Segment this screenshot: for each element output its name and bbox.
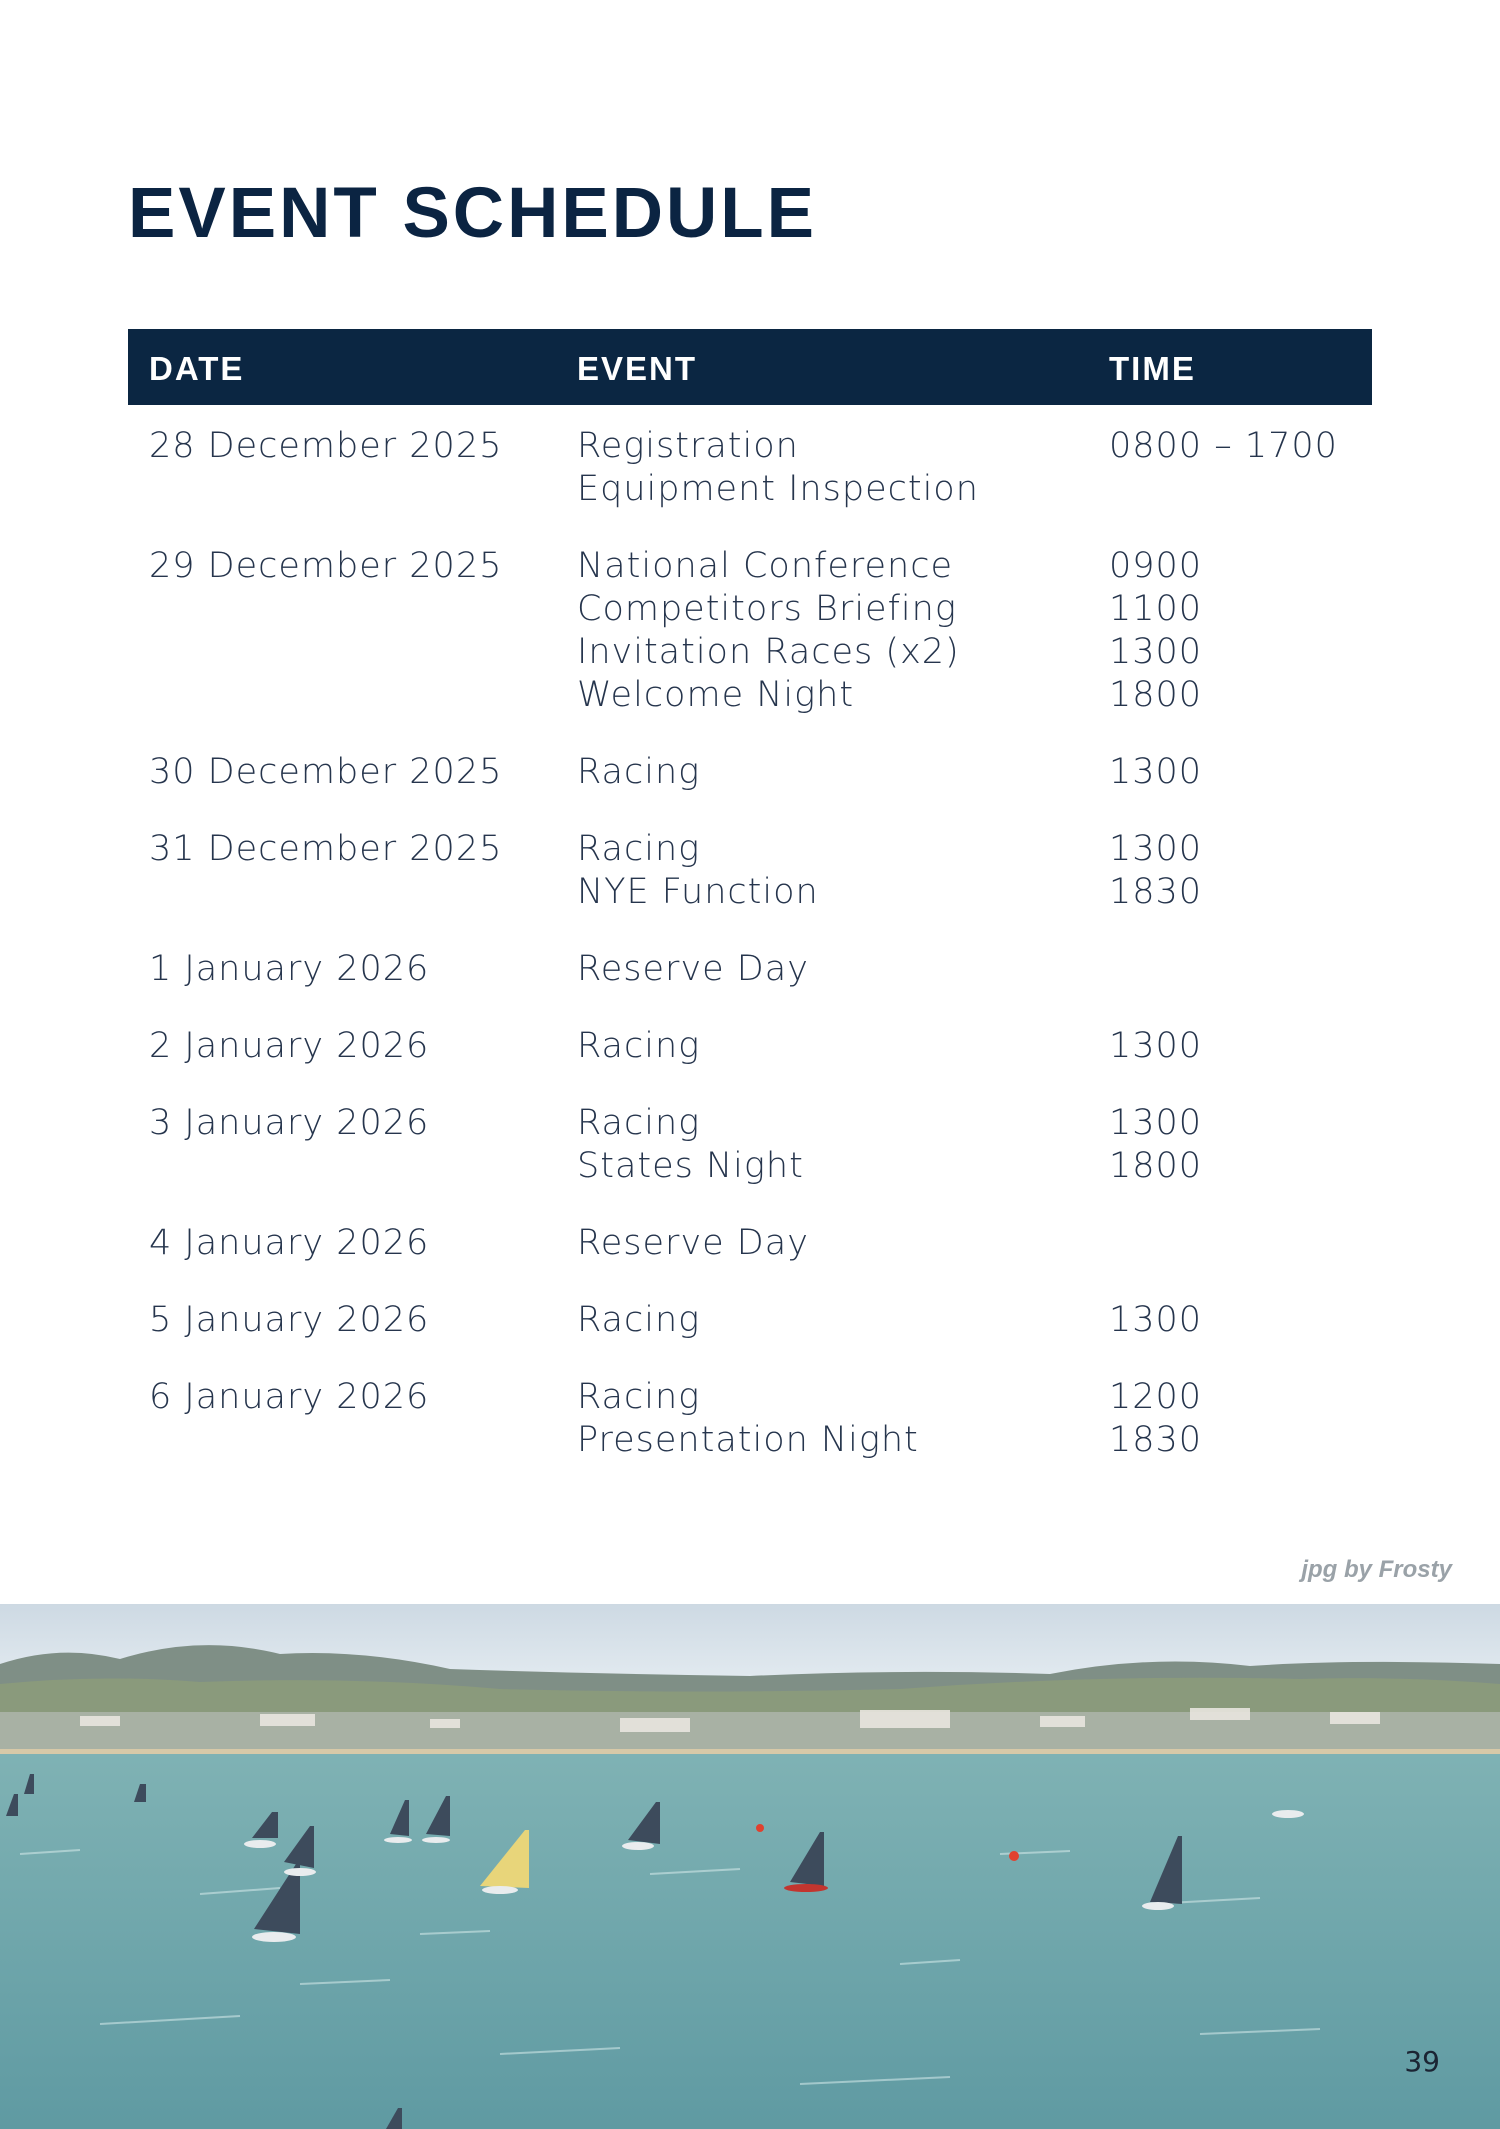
row-date (149, 948, 429, 991)
row-events (577, 1025, 700, 1068)
time-text: 1200 (1109, 1377, 1203, 1417)
time-text: 1800 (1109, 675, 1203, 715)
row-events (577, 1222, 809, 1265)
page-title: EVENT SCHEDULE (128, 174, 817, 253)
time-text: 0800 – 1700 (1109, 426, 1338, 466)
row-date (149, 425, 502, 468)
header-event: EVENT (577, 350, 698, 387)
row-times (1109, 425, 1338, 511)
date-text: 6 January 2026 (149, 1377, 430, 1417)
date-text: 4 January 2026 (149, 1223, 430, 1263)
row-events (577, 1376, 919, 1462)
row-date (149, 1376, 429, 1419)
date-text: 30 December 2025 (149, 752, 503, 792)
time-text: 0900 (1109, 546, 1203, 586)
time-text: 1300 (1109, 829, 1203, 869)
event-text: National Conference (577, 546, 953, 586)
event-text: Welcome Night (577, 675, 855, 715)
time-text: 1830 (1109, 1420, 1203, 1460)
time-text: 1300 (1109, 1103, 1203, 1143)
row-times (1109, 545, 1202, 717)
row-events (577, 751, 700, 794)
row-events (577, 948, 809, 991)
table-row (128, 948, 1372, 991)
header-date: DATE (149, 350, 245, 387)
event-text: Racing (577, 752, 701, 792)
event-text: Competitors Briefing (577, 589, 957, 629)
event-text: Reserve Day (577, 949, 809, 989)
row-times (1109, 1376, 1202, 1462)
row-times (1109, 1299, 1202, 1342)
row-times (1109, 751, 1202, 794)
time-text: 1300 (1109, 632, 1203, 672)
date-text: 28 December 2025 (149, 426, 503, 466)
event-text: Racing (577, 1103, 701, 1143)
time-text: 1300 (1109, 1026, 1203, 1066)
table-row (128, 425, 1372, 511)
table-row (128, 751, 1372, 794)
time-text: 1300 (1109, 1300, 1203, 1340)
table-row (128, 1025, 1372, 1068)
row-events (577, 1102, 804, 1188)
event-text: Presentation Night (577, 1420, 919, 1460)
time-text (1109, 468, 1338, 511)
row-events (577, 828, 819, 914)
time-text: 1830 (1109, 872, 1203, 912)
table-row (128, 1376, 1372, 1462)
row-times (1109, 1222, 1121, 1265)
row-date (149, 1025, 429, 1068)
date-text: 3 January 2026 (149, 1103, 430, 1143)
event-text: Racing (577, 1377, 701, 1417)
event-text: Equipment Inspection (577, 469, 979, 509)
date-text: 1 January 2026 (149, 949, 430, 989)
event-text: Racing (577, 1300, 701, 1340)
table-row (128, 545, 1372, 717)
event-text: Registration (577, 426, 799, 466)
row-times (1109, 1025, 1202, 1068)
row-times (1109, 828, 1202, 914)
schedule-table-header (128, 329, 1372, 405)
time-text: 1100 (1109, 589, 1203, 629)
row-events (577, 425, 979, 511)
table-row (128, 828, 1372, 914)
schedule-table-body (128, 425, 1372, 1496)
row-events (577, 545, 960, 717)
event-text: States Night (577, 1146, 804, 1186)
row-date (149, 751, 502, 794)
event-text: Racing (577, 829, 701, 869)
event-text: Racing (577, 1026, 701, 1066)
table-row (128, 1222, 1372, 1265)
row-events (577, 1299, 700, 1342)
table-row (128, 1299, 1372, 1342)
row-date (149, 1222, 429, 1265)
time-text: 1300 (1109, 752, 1203, 792)
sailing-regatta-photo (0, 1604, 1500, 2129)
time-text (1109, 1222, 1121, 1265)
row-times (1109, 1102, 1202, 1188)
date-text: 31 December 2025 (149, 829, 503, 869)
row-date (149, 1102, 429, 1145)
time-text: 1800 (1109, 1146, 1203, 1186)
row-date (149, 1299, 429, 1342)
event-text: Reserve Day (577, 1223, 809, 1263)
date-text: 2 January 2026 (149, 1026, 430, 1066)
row-date (149, 828, 502, 871)
time-text (1109, 948, 1121, 991)
photo-credit: jpg by Frosty (1301, 1556, 1452, 1583)
row-date (149, 545, 502, 588)
page-number: 39 (1404, 2045, 1440, 2078)
event-text: Invitation Races (x2) (577, 632, 960, 672)
table-row (128, 1102, 1372, 1188)
date-text: 5 January 2026 (149, 1300, 430, 1340)
header-time: TIME (1109, 350, 1196, 387)
date-text: 29 December 2025 (149, 546, 503, 586)
event-text: NYE Function (577, 872, 819, 912)
row-times (1109, 948, 1121, 991)
